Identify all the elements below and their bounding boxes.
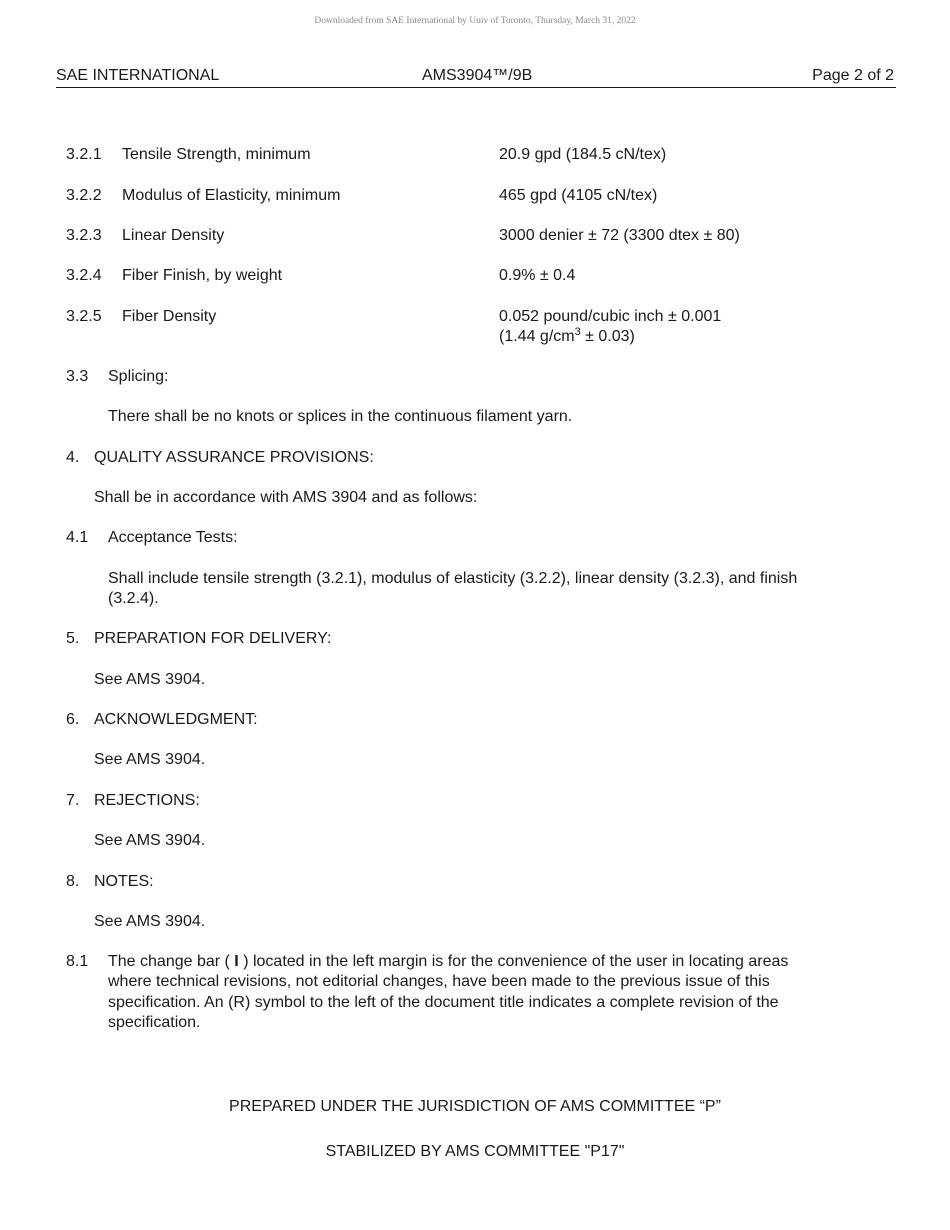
change-bar-symbol: I <box>234 953 239 970</box>
header-doc-id: AMS3904™/9B <box>422 67 533 84</box>
property-number: 3.2.5 <box>66 308 102 325</box>
section-number: 4. <box>66 449 80 466</box>
section-number: 5. <box>66 630 80 647</box>
section-title: Acceptance Tests: <box>108 529 238 546</box>
download-notice: Downloaded from SAE International by Univ of Toronto, Thursday, March 31, 2022 <box>314 16 636 26</box>
section-body: See AMS 3904. <box>94 832 206 849</box>
property-label: Linear Density <box>122 227 225 244</box>
section-body: See AMS 3904. <box>94 913 206 930</box>
section-title: NOTES: <box>94 873 154 890</box>
property-value: 465 gpd (4105 cN/tex) <box>499 187 658 204</box>
property-number: 3.2.1 <box>66 146 102 163</box>
section-title: REJECTIONS: <box>94 792 200 809</box>
section-title: QUALITY ASSURANCE PROVISIONS: <box>94 449 374 466</box>
property-value-line2: (1.44 $g/cm^3 \pm 0.03$) <box>499 326 635 345</box>
section-title: Splicing: <box>108 368 169 385</box>
header-page-number: Page 2 of 2 <box>812 67 894 84</box>
property-label: Fiber Density <box>122 308 217 325</box>
section-body: There shall be no knots or splices in the continuous filament yarn. <box>108 408 573 425</box>
property-value: 20.9 gpd (184.5 cN/tex) <box>499 146 667 163</box>
stabilized-statement: STABILIZED BY AMS COMMITTEE "P17" <box>325 1143 625 1160</box>
property-label: Fiber Finish, by weight <box>122 267 283 284</box>
section-number: 8.1 <box>66 953 89 970</box>
section-body: (3.2.4). <box>108 590 159 607</box>
header-rule <box>56 87 896 88</box>
header-org: SAE INTERNATIONAL <box>56 67 220 84</box>
section-body: Shall include tensile strength (3.2.1), modulus of elasticity (3.2.2), linear density (3.2.3), and finish <box>108 570 798 587</box>
property-number: 3.2.3 <box>66 227 102 244</box>
property-number: 3.2.4 <box>66 267 102 284</box>
section-body: See AMS 3904. <box>94 671 206 688</box>
section-number: 4.1 <box>66 529 89 546</box>
property-label: Tensile Strength, minimum <box>122 146 311 163</box>
section-title: PREPARATION FOR DELIVERY: <box>94 630 332 647</box>
section-title: ACKNOWLEDGMENT: <box>94 711 258 728</box>
section-body: specification. <box>108 1014 201 1031</box>
section-number: 3.3 <box>66 368 89 385</box>
section-body: specification. An (R) symbol to the left of the document title indicates a complete revision of the <box>108 994 779 1011</box>
section-body: where technical revisions, not editorial changes, have been made to the previous issue of this <box>108 973 770 990</box>
property-value: 0.9% ± 0.4 <box>499 267 576 284</box>
section-number: 6. <box>66 711 80 728</box>
property-label: Modulus of Elasticity, minimum <box>122 187 341 204</box>
property-value: 3000 denier ± 72 (3300 dtex ± 80) <box>499 227 740 244</box>
prepared-statement: PREPARED UNDER THE JURISDICTION OF AMS COMMITTEE “P” <box>229 1098 721 1115</box>
section-body: Shall be in accordance with AMS 3904 and as follows: <box>94 489 478 506</box>
section-number: 8. <box>66 873 80 890</box>
section-body: The change bar ( I ) located in the left margin is for the convenience of the user in locating areas <box>108 953 789 970</box>
section-body: See AMS 3904. <box>94 751 206 768</box>
property-number: 3.2.2 <box>66 187 102 204</box>
property-value: 0.052 pound/cubic inch ± 0.001 <box>499 308 722 325</box>
section-number: 7. <box>66 792 80 809</box>
